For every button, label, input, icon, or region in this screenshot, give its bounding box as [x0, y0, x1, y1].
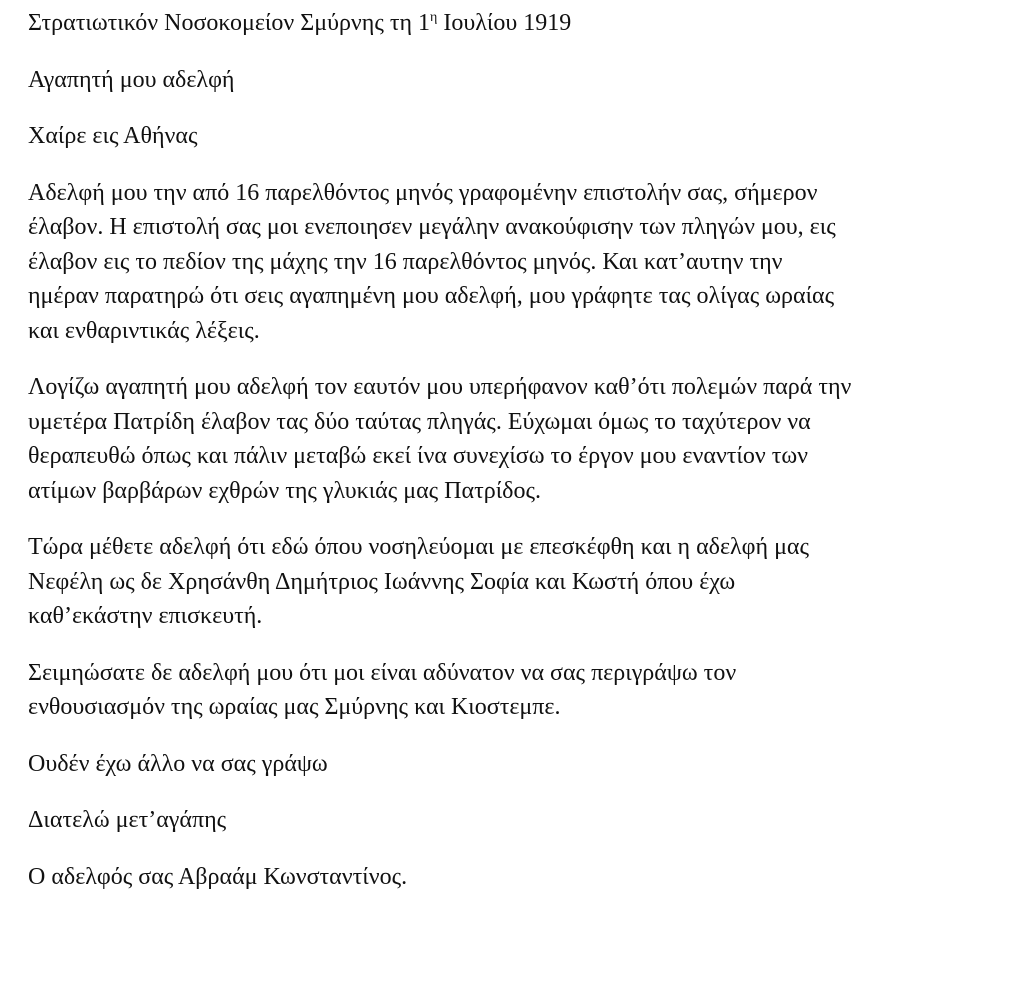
paragraph-line: και ενθαριντικάς λέξεις. [28, 317, 260, 344]
paragraph-line: θεραπευθώ όπως και πάλιν μεταβώ εκεί ίνα συνεχίσω το έργον μου εναντίον των [28, 443, 809, 469]
paragraph-line: Αδελφή μου την από 16 παρελθόντος μηνός γραφομένην επιστολήν σας, σήμερον [28, 179, 818, 206]
closing-line-2: Διατελώ μετ’αγάπης [28, 807, 227, 833]
letter-heading [28, 6, 988, 41]
paragraph-line: ατίμων βαρβάρων εχθρών της γλυκιάς μας Πατρίδος. [28, 477, 541, 504]
paragraph-3 [28, 530, 988, 634]
paragraph-line: Λογίζω αγαπητή μου αδελφή τον εαυτόν μου υπερήφανον καθ’ότι πολεμών παρά την [28, 374, 852, 400]
letter-document [28, 6, 988, 916]
paragraph-line: Νεφέλη ως δε Χρησάνθη Δημήτριος Ιωάννης Σοφία και Κωστή όπου έχω [28, 568, 736, 595]
salutation: Αγαπητή μου αδελφή [28, 66, 235, 93]
paragraph-line: καθ’εκάστην επισκευτή. [28, 603, 263, 629]
signature: Ο αδελφός σας Αβραάμ Κωνσταντίνος. [28, 863, 408, 890]
paragraph-4 [28, 656, 988, 725]
heading-prefix: Στρατιωτικόν Νοσοκομείον Σμύρνης τη 1 [28, 10, 431, 36]
paragraph-line: Σειμηώσατε δε αδελφή μου ότι μοι είναι αδύνατον να σας περιγράψω τον [28, 659, 737, 686]
paragraph-1 [28, 176, 988, 349]
paragraph-2 [28, 370, 988, 508]
paragraph-line: έλαβον εις το πεδίον της μάχης την 16 παρελθόντος μηνός. Και κατ’αυτην την [28, 248, 783, 275]
paragraph-line: ημέραν παρατηρώ ότι σεις αγαπημένη μου αδελφή, μου γράφητε τας ολίγας ωραίας [28, 283, 835, 309]
closing-line-1: Ουδέν έχω άλλο να σας γράψω [28, 750, 328, 777]
heading-superscript: η [430, 10, 438, 25]
paragraph-line: υμετέρα Πατρίδη έλαβον τας δύο ταύτας πληγάς. Εύχωμαι όμως το ταχύτερον να [28, 408, 811, 435]
paragraph-line: έλαβον. Η επιστολή σας μοι ενεποιησεν μεγάλην ανακούφισην των πληγών μου, εις [28, 214, 836, 240]
paragraph-line: ενθουσιασμόν της ωραίας μας Σμύρνης και Κιοστεμπε. [28, 694, 561, 720]
heading-suffix: Ιουλίου 1919 [437, 10, 572, 36]
greeting: Χαίρε εις Αθήνας [28, 123, 198, 149]
paragraph-line: Τώρα μέθετε αδελφή ότι εδώ όπου νοσηλεύομαι με επεσκέφθη και η αδελφή μας [28, 534, 810, 560]
